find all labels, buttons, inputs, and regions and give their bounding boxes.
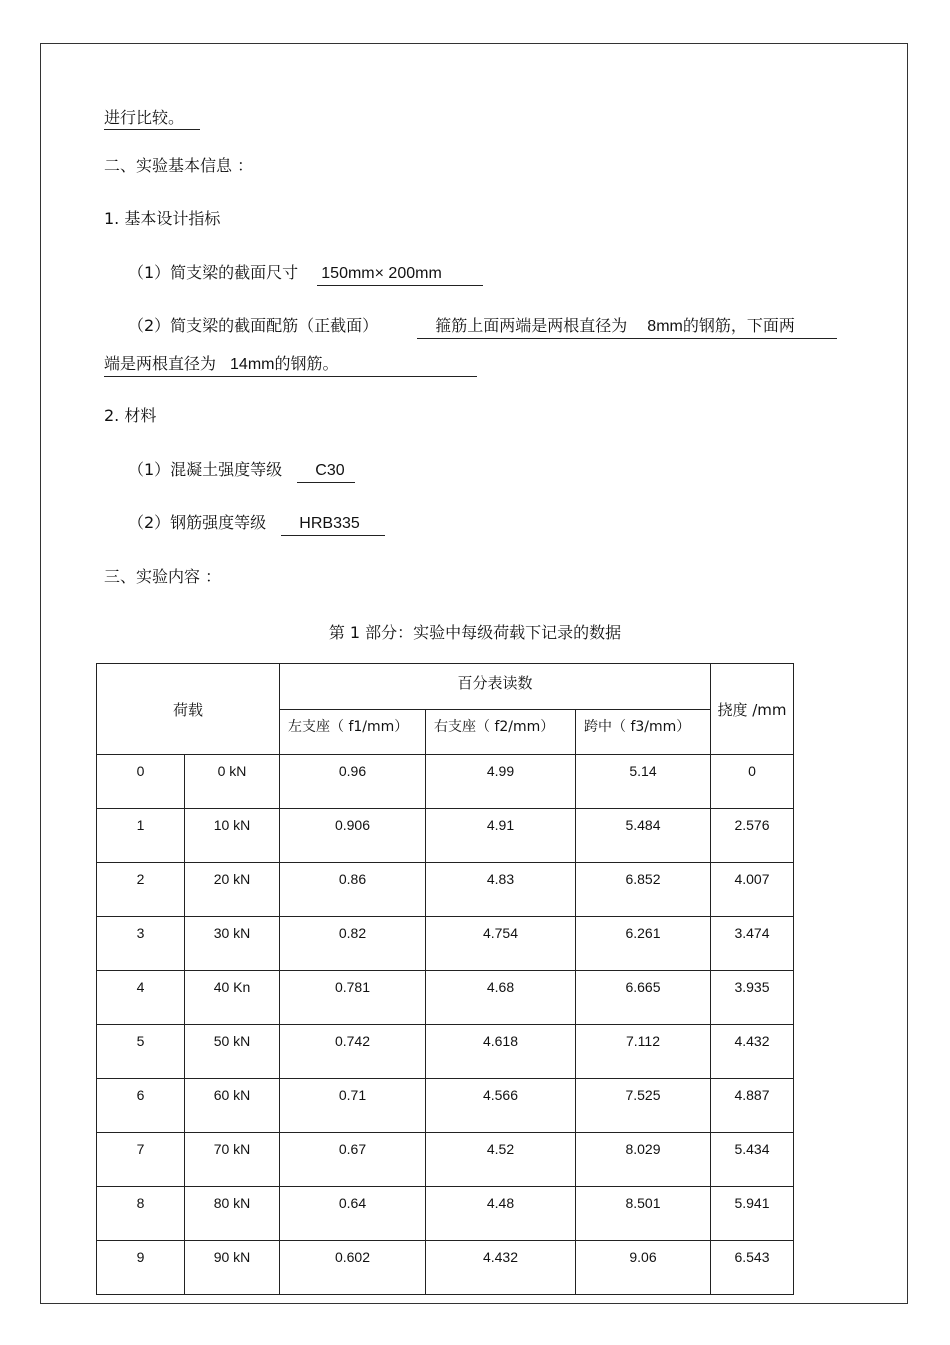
cell-f2: 4.754	[426, 917, 576, 971]
beam-section-size-value: 150mm× 200mm	[317, 264, 483, 286]
cell-load: 90 kN	[185, 1241, 280, 1295]
cell-index: 4	[97, 971, 185, 1025]
cell-index: 3	[97, 917, 185, 971]
reinforcement-text-a: 箍筋上面两端是两根直径为	[435, 316, 628, 335]
header-right-support: 右支座（ f2/mm）	[426, 710, 576, 755]
cell-f3: 7.112	[576, 1025, 711, 1079]
cell-index: 7	[97, 1133, 185, 1187]
cell-f1: 0.82	[280, 917, 426, 971]
reinforcement-diameter-top: 8mm	[647, 318, 683, 335]
cell-index: 1	[97, 809, 185, 863]
cell-index: 5	[97, 1025, 185, 1079]
reinforcement-cont-text-c: 的钢筋。	[274, 354, 339, 373]
beam-reinforcement-value	[417, 316, 837, 339]
cell-deflection: 0	[711, 755, 794, 809]
beam-reinforcement	[128, 316, 837, 339]
load-data-table	[96, 663, 794, 1295]
table-row	[97, 1079, 794, 1133]
cell-f1: 0.64	[280, 1187, 426, 1241]
cell-load: 50 kN	[185, 1025, 280, 1079]
beam-reinforcement-label: （2）简支梁的截面配筋（正截面）	[128, 316, 379, 335]
header-dial-readings: 百分表读数	[280, 664, 711, 710]
cell-index: 0	[97, 755, 185, 809]
cell-deflection: 2.576	[711, 809, 794, 863]
cell-load: 0 kN	[185, 755, 280, 809]
cell-load: 70 kN	[185, 1133, 280, 1187]
cell-f3: 9.06	[576, 1241, 711, 1295]
steel-grade	[128, 513, 385, 536]
cell-deflection: 5.434	[711, 1133, 794, 1187]
table-row	[97, 1241, 794, 1295]
beam-section-size	[128, 263, 483, 286]
cell-deflection: 5.941	[711, 1187, 794, 1241]
concrete-grade-label: （1）混凝土强度等级	[128, 460, 283, 479]
cell-f2: 4.52	[426, 1133, 576, 1187]
cell-load: 60 kN	[185, 1079, 280, 1133]
cell-f1: 0.67	[280, 1133, 426, 1187]
table-caption: 第 1 部分：实验中每级荷载下记录的数据	[328, 623, 622, 642]
cell-load: 30 kN	[185, 917, 280, 971]
header-load: 荷载	[97, 664, 280, 755]
reinforcement-diameter-bottom: 14mm	[230, 356, 275, 373]
cell-f2: 4.432	[426, 1241, 576, 1295]
cell-load: 20 kN	[185, 863, 280, 917]
cell-f2: 4.91	[426, 809, 576, 863]
cell-f1: 0.781	[280, 971, 426, 1025]
cell-f1: 0.71	[280, 1079, 426, 1133]
header-midspan: 跨中（ f3/mm）	[576, 710, 711, 755]
steel-grade-value: HRB335	[281, 514, 385, 536]
cell-deflection: 3.474	[711, 917, 794, 971]
cell-f2: 4.48	[426, 1187, 576, 1241]
cell-f2: 4.618	[426, 1025, 576, 1079]
concrete-grade	[128, 460, 355, 483]
cell-deflection: 4.887	[711, 1079, 794, 1133]
cell-load: 40 Kn	[185, 971, 280, 1025]
reinforcement-text-c: 的钢筋，下面两	[682, 316, 795, 335]
cell-f3: 8.501	[576, 1187, 711, 1241]
cell-f3: 8.029	[576, 1133, 711, 1187]
beam-section-size-label: （1）简支梁的截面尺寸	[128, 263, 299, 282]
cell-f1: 0.602	[280, 1241, 426, 1295]
reinforcement-cont-text-a: 端是两根直径为	[104, 354, 217, 373]
table-row	[97, 1187, 794, 1241]
cell-f3: 6.852	[576, 863, 711, 917]
cell-index: 9	[97, 1241, 185, 1295]
cell-f2: 4.566	[426, 1079, 576, 1133]
section-2-heading: 二、实验基本信息 ：	[104, 156, 254, 175]
intro-line	[104, 108, 200, 130]
beam-reinforcement-cont-value	[104, 354, 477, 377]
subsection-2-2-heading: 2. 材料	[104, 406, 157, 425]
header-deflection: 挠度 /mm	[711, 664, 794, 755]
section-3-heading: 三、实验内容 ：	[104, 567, 222, 586]
cell-index: 8	[97, 1187, 185, 1241]
cell-f2: 4.68	[426, 971, 576, 1025]
cell-f3: 6.665	[576, 971, 711, 1025]
intro-text: 进行比较。	[104, 108, 200, 130]
cell-f3: 7.525	[576, 1079, 711, 1133]
beam-reinforcement-cont	[104, 354, 477, 377]
cell-f3: 5.484	[576, 809, 711, 863]
cell-deflection: 6.543	[711, 1241, 794, 1295]
cell-load: 10 kN	[185, 809, 280, 863]
cell-f1: 0.906	[280, 809, 426, 863]
table-row	[97, 1025, 794, 1079]
cell-deflection: 3.935	[711, 971, 794, 1025]
cell-f1: 0.96	[280, 755, 426, 809]
table-row	[97, 863, 794, 917]
table-row	[97, 755, 794, 809]
cell-index: 6	[97, 1079, 185, 1133]
cell-f1: 0.742	[280, 1025, 426, 1079]
table-row	[97, 1133, 794, 1187]
cell-f2: 4.83	[426, 863, 576, 917]
steel-grade-label: （2）钢筋强度等级	[128, 513, 267, 532]
cell-deflection: 4.007	[711, 863, 794, 917]
table-row	[97, 809, 794, 863]
concrete-grade-value: C30	[297, 461, 355, 483]
cell-f2: 4.99	[426, 755, 576, 809]
table-row	[97, 971, 794, 1025]
header-left-support: 左支座（ f1/mm）	[280, 710, 426, 755]
cell-deflection: 4.432	[711, 1025, 794, 1079]
subsection-2-1-heading: 1. 基本设计指标	[104, 209, 221, 228]
cell-f3: 6.261	[576, 917, 711, 971]
cell-f1: 0.86	[280, 863, 426, 917]
cell-f3: 5.14	[576, 755, 711, 809]
cell-load: 80 kN	[185, 1187, 280, 1241]
cell-index: 2	[97, 863, 185, 917]
table-row	[97, 917, 794, 971]
